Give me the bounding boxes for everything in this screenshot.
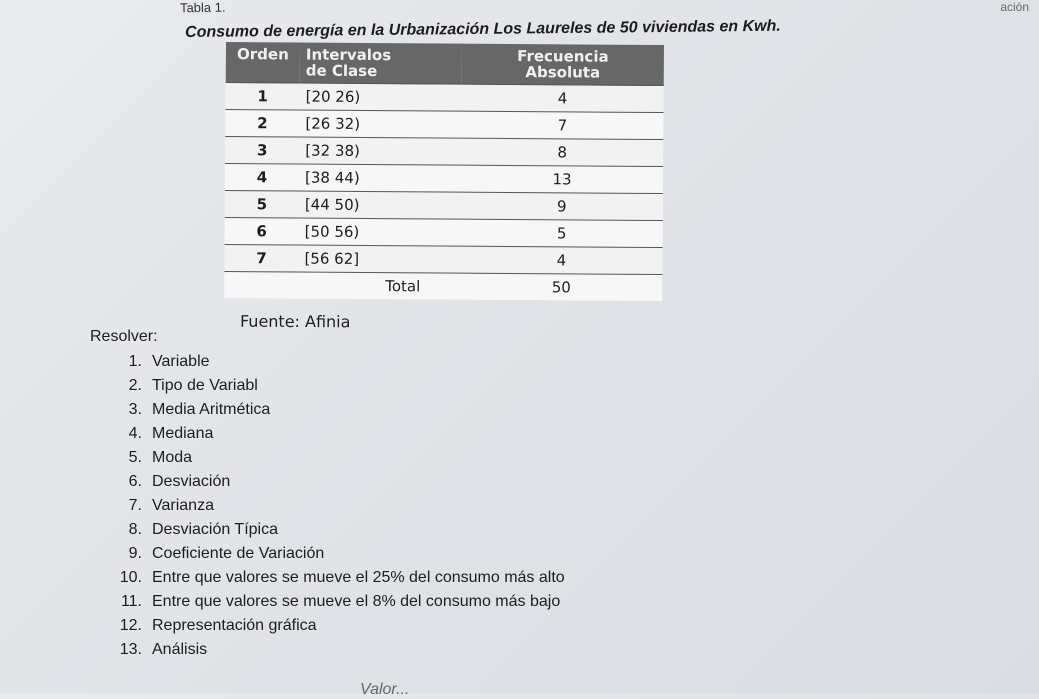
cell-frecuencia: 5 xyxy=(461,219,663,247)
cell-intervalo: [56 62] xyxy=(298,245,460,273)
frequency-table-container xyxy=(224,42,664,301)
list-item xyxy=(100,494,565,518)
list-item xyxy=(100,566,565,590)
list-item-text: Desviación Típica xyxy=(152,521,278,538)
list-item-text: Entre que valores se mueve el 25% del consumo más alto xyxy=(152,569,565,586)
list-item-number: 7. xyxy=(128,497,142,514)
table-title: Consumo de energía en la Urbanización Los Laureles de 50 viviendas en Kwh. xyxy=(185,17,781,41)
cell-orden: 1 xyxy=(226,82,300,110)
table-row xyxy=(225,190,663,220)
list-item xyxy=(100,542,565,566)
list-item-text: Media Aritmética xyxy=(152,401,271,418)
list-item-text: Variable xyxy=(152,353,210,370)
list-item-number: 2. xyxy=(128,377,142,394)
list-item-number: 10. xyxy=(119,569,142,586)
cell-frecuencia: 7 xyxy=(461,111,663,139)
list-item-number: 5. xyxy=(128,449,142,466)
list-item-number: 1. xyxy=(128,353,142,370)
list-item xyxy=(100,638,565,662)
header-intervalos: Intervalos de Clase xyxy=(300,43,462,85)
table-header-row xyxy=(226,42,664,86)
list-item xyxy=(100,398,565,422)
cell-orden: 5 xyxy=(225,190,299,218)
task-list xyxy=(100,350,565,662)
list-item-text: Representación gráfica xyxy=(152,617,317,634)
list-item-number: 12. xyxy=(119,617,142,634)
list-item-number: 3. xyxy=(128,401,142,418)
table-row xyxy=(226,82,664,112)
cell-orden: 2 xyxy=(225,109,299,137)
list-item xyxy=(100,518,565,542)
list-item xyxy=(100,422,565,446)
cell-frecuencia: 4 xyxy=(460,246,662,274)
list-item-text: Tipo de Variabl xyxy=(152,377,258,394)
list-item xyxy=(100,350,565,374)
table-row xyxy=(225,217,663,247)
cell-intervalo: [20 26) xyxy=(300,83,462,111)
corner-text-fragment: ación xyxy=(1000,0,1029,14)
header-orden: Orden xyxy=(226,42,300,83)
list-item-number: 4. xyxy=(128,425,142,442)
cell-intervalo: [32 38) xyxy=(299,137,461,165)
list-item-text: Desviación xyxy=(152,473,231,490)
total-label: Total xyxy=(224,271,460,299)
list-item-number: 11. xyxy=(120,593,142,610)
list-item xyxy=(100,470,565,494)
cell-intervalo: [38 44) xyxy=(299,164,461,192)
resolver-heading: Resolver: xyxy=(90,328,158,345)
list-item-text: Coeficiente de Variación xyxy=(152,545,325,562)
cell-intervalo: [44 50) xyxy=(299,191,461,219)
frequency-table xyxy=(224,42,664,301)
list-item-number: 8. xyxy=(128,521,142,538)
list-item xyxy=(100,590,565,614)
list-item xyxy=(100,446,565,470)
list-item-text: Moda xyxy=(152,449,193,466)
table-row xyxy=(224,244,662,274)
header-frecuencia: Frecuencia Absoluta xyxy=(462,44,664,86)
cell-frecuencia: 13 xyxy=(461,165,663,193)
list-item-number: 13. xyxy=(119,641,142,658)
list-item xyxy=(100,614,565,638)
list-item-text: Entre que valores se mueve el 8% del consumo más bajo xyxy=(152,593,561,610)
cell-orden: 7 xyxy=(224,244,298,272)
cell-orden: 6 xyxy=(225,217,299,245)
source-note: Fuente: Afinia xyxy=(239,311,351,332)
list-item-text: Mediana xyxy=(152,425,214,442)
cell-frecuencia: 8 xyxy=(461,138,663,166)
list-item-number: 9. xyxy=(128,545,142,562)
table-row xyxy=(225,163,663,193)
cell-orden: 4 xyxy=(225,163,299,191)
table-number-label: Tabla 1. xyxy=(179,0,226,16)
cell-intervalo: [50 56) xyxy=(299,218,461,246)
table-total-row xyxy=(224,271,662,301)
table-row xyxy=(225,136,663,166)
list-item xyxy=(100,374,565,398)
cell-frecuencia: 4 xyxy=(462,84,664,112)
list-item-text: Varianza xyxy=(152,497,214,514)
cell-frecuencia: 9 xyxy=(461,192,663,220)
list-item-text: Análisis xyxy=(152,641,208,658)
table-row xyxy=(225,109,663,139)
cell-orden: 3 xyxy=(225,136,299,164)
total-value: 50 xyxy=(460,273,662,301)
list-item-number: 6. xyxy=(128,473,142,490)
bottom-text-fragment: Valor... xyxy=(360,681,410,698)
cell-intervalo: [26 32) xyxy=(299,110,461,138)
